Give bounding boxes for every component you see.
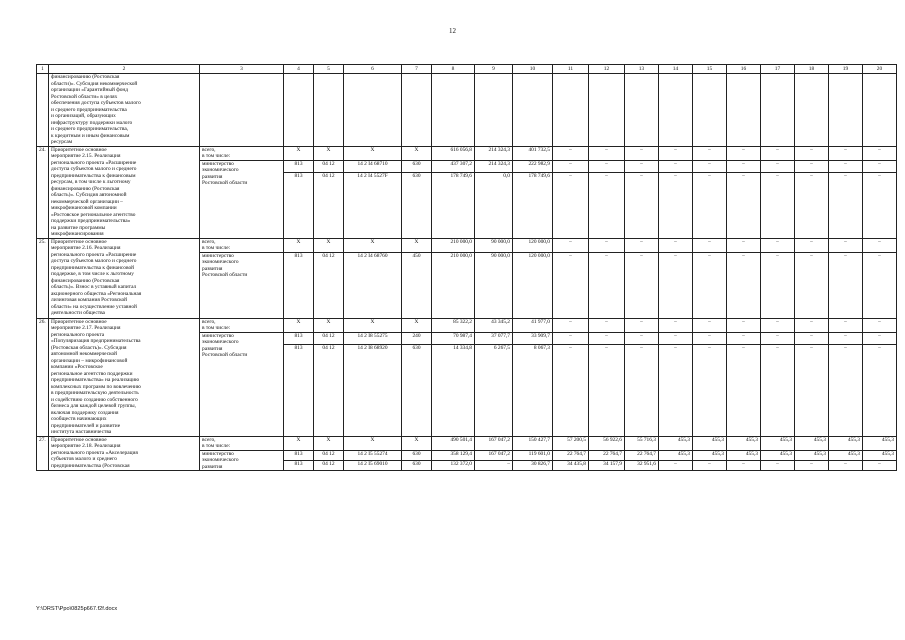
total-amount: 616 056,8 (432, 146, 475, 160)
continuation-row (37, 74, 897, 147)
year-amount: 455,3 (693, 450, 727, 460)
column-header: 15 (693, 65, 727, 74)
gov-code: Х (284, 146, 314, 160)
year-amount: – (863, 146, 897, 160)
total-amount: 85 322,2 (432, 318, 475, 332)
year-amount: – (659, 172, 693, 238)
year-amount: 90 000,0 (475, 252, 513, 318)
executor-total: всего, в том числе: (200, 318, 284, 332)
year-amount: – (829, 318, 863, 332)
year-amount: 33 909,7 (513, 332, 553, 344)
year-amount: – (659, 238, 693, 252)
year-amount: – (589, 318, 625, 332)
total-amount: 178 749,6 (432, 172, 475, 238)
year-amount: – (795, 344, 829, 436)
empty-cell (402, 74, 432, 147)
year-amount: 30 826,7 (513, 460, 553, 470)
year-amount: – (589, 238, 625, 252)
year-amount: – (693, 172, 727, 238)
year-amount: 214 324,3 (475, 146, 513, 160)
gov-code: Х (284, 436, 314, 450)
year-amount: – (625, 160, 659, 172)
year-amount: – (795, 238, 829, 252)
year-amount: – (589, 344, 625, 436)
empty-cell (625, 74, 659, 147)
year-amount: 8 067,3 (513, 344, 553, 436)
column-header: 10 (513, 65, 553, 74)
gov-code: 813 (284, 160, 314, 172)
empty-cell (314, 74, 344, 147)
year-amount: – (863, 460, 897, 470)
empty-cell (344, 74, 402, 147)
year-amount: – (659, 160, 693, 172)
gov-code: 813 (284, 172, 314, 238)
year-amount: 90 000,0 (475, 238, 513, 252)
section-code: 04 12 (314, 344, 344, 436)
year-amount: – (589, 332, 625, 344)
year-amount: 167 047,2 (475, 450, 513, 460)
year-amount: 455,3 (659, 450, 693, 460)
total-amount: 14 334,8 (432, 344, 475, 436)
column-header: 20 (863, 65, 897, 74)
total-amount: 132 372,0 (432, 460, 475, 470)
year-amount: 455,3 (795, 436, 829, 450)
year-amount: – (727, 238, 761, 252)
year-amount: 34 435,8 (553, 460, 589, 470)
target-code: 14 2 I5 55274 (344, 450, 402, 460)
year-amount: – (693, 344, 727, 436)
year-amount: – (761, 460, 795, 470)
year-amount: – (659, 318, 693, 332)
year-amount: – (829, 172, 863, 238)
section-code: 04 12 (314, 460, 344, 470)
year-amount: 455,3 (727, 450, 761, 460)
row-number: 25. (37, 238, 49, 318)
section-code: Х (314, 436, 344, 450)
column-header: 2 (49, 65, 200, 74)
empty-cell (432, 74, 475, 147)
year-amount: – (795, 460, 829, 470)
expense-type-code: Х (402, 436, 432, 450)
row-number (37, 74, 49, 147)
year-amount: – (553, 160, 589, 172)
year-amount: – (761, 318, 795, 332)
measure-name: Приоритетное основное мероприятие 2.18. Реализация регионального проекта «Акселерация субъектов малого и среднего предпринимательства (Ростовская (49, 436, 200, 471)
column-header: 6 (344, 65, 402, 74)
year-amount: 37 077,7 (475, 332, 513, 344)
expense-type-code: 630 (402, 450, 432, 460)
year-amount: – (863, 172, 897, 238)
column-header: 18 (795, 65, 829, 74)
year-amount: – (727, 172, 761, 238)
year-amount: – (659, 332, 693, 344)
expense-type-code: Х (402, 146, 432, 160)
year-amount: – (553, 332, 589, 344)
file-path-footer: Y:\ORST\Ppo\0825p667.f2f.docx (36, 606, 118, 612)
year-amount: – (863, 252, 897, 318)
target-code: Х (344, 318, 402, 332)
gov-code: Х (284, 238, 314, 252)
target-code: 14 2 I4 68710 (344, 160, 402, 172)
year-amount: – (795, 172, 829, 238)
column-header: 11 (553, 65, 589, 74)
year-amount: – (829, 332, 863, 344)
year-amount: – (589, 160, 625, 172)
expense-type-code: 630 (402, 344, 432, 436)
gov-code: 813 (284, 252, 314, 318)
year-amount: – (761, 252, 795, 318)
total-amount: 490 501,4 (432, 436, 475, 450)
expense-type-code: 450 (402, 252, 432, 318)
year-amount: 57 200,5 (553, 436, 589, 450)
executor-total: всего, в том числе: (200, 238, 284, 252)
empty-cell (693, 74, 727, 147)
year-amount: – (761, 172, 795, 238)
year-amount: 22 764,7 (553, 450, 589, 460)
total-amount: 358 129,4 (432, 450, 475, 460)
year-amount: 6 267,5 (475, 344, 513, 436)
year-amount: – (727, 160, 761, 172)
column-header: 8 (432, 65, 475, 74)
section-code: Х (314, 146, 344, 160)
empty-cell (553, 74, 589, 147)
empty-cell (829, 74, 863, 147)
year-amount: – (761, 332, 795, 344)
year-amount: 455,3 (863, 450, 897, 460)
year-amount: – (553, 318, 589, 332)
target-code: 14 2 I4 5527F (344, 172, 402, 238)
year-amount: – (553, 172, 589, 238)
empty-cell (589, 74, 625, 147)
year-amount: – (761, 344, 795, 436)
year-amount: 32 951,6 (625, 460, 659, 470)
column-header: 4 (284, 65, 314, 74)
empty-cell (761, 74, 795, 147)
year-amount: – (863, 344, 897, 436)
year-amount: – (829, 460, 863, 470)
year-amount: – (727, 460, 761, 470)
year-amount: – (795, 332, 829, 344)
target-code: 14 2 I8 68920 (344, 344, 402, 436)
year-amount: – (727, 146, 761, 160)
year-amount: 455,3 (727, 436, 761, 450)
year-amount: – (795, 160, 829, 172)
section-code: Х (314, 238, 344, 252)
year-amount: 43 345,2 (475, 318, 513, 332)
year-amount: 401 732,5 (513, 146, 553, 160)
executor-total: всего, в том числе: (200, 146, 284, 160)
gov-code: 813 (284, 450, 314, 460)
total-amount: 210 000,0 (432, 252, 475, 318)
row-number: 24. (37, 146, 49, 238)
measure-name: Приоритетное основное мероприятие 2.17. Реализация регионального проекта «Популяризация предпринимательства (Ростовская область)». Субсидия автономной некоммерческой организации – микрофинансовой компании «Ростовское региональное агентство поддержки предпринимательства» на реализацию комплексных программ по вовлечению в предпринимательскую деятельность и содействию созданию собственного бизнеса для каждой целевой группы, включая поддержку создания сообществ начинающих предпринимателей и развитие института наставничества (49, 318, 200, 436)
expense-type-code: 630 (402, 160, 432, 172)
section-code: 04 12 (314, 450, 344, 460)
year-amount: 214 324,3 (475, 160, 513, 172)
empty-cell (863, 74, 897, 147)
gov-code: Х (284, 318, 314, 332)
year-amount: 455,3 (659, 436, 693, 450)
empty-cell (284, 74, 314, 147)
year-amount: – (693, 146, 727, 160)
year-amount: – (693, 318, 727, 332)
gov-code: 813 (284, 332, 314, 344)
section-code: 04 12 (314, 160, 344, 172)
row-number: 27. (37, 436, 49, 471)
measure-name: Приоритетное основное мероприятие 2.16. Реализация регионального проекта «Расширение доступа субъектов малого и среднего предпринимательства к финансовой поддержке, в том числе к льготному финансированию (Ростовская область)». Взнос в уставный капитал акционерного общества «Региональная лизинговая компания Ростовской области» на осуществление уставной деятельности общества (49, 238, 200, 318)
year-amount: – (589, 252, 625, 318)
year-amount: – (553, 252, 589, 318)
section-code: 04 12 (314, 172, 344, 238)
year-amount: – (829, 146, 863, 160)
year-amount: 22 764,7 (589, 450, 625, 460)
target-code: 14 2 I4 68760 (344, 252, 402, 318)
target-code: Х (344, 146, 402, 160)
column-header: 1 (37, 65, 49, 74)
column-header: 5 (314, 65, 344, 74)
year-amount: 178 749,6 (513, 172, 553, 238)
measure-name: Приоритетное основное мероприятие 2.15. Реализация регионального проекта «Расширение доступа субъектов малого и среднего предпринимательства к финансовым ресурсам, в том числе к льготному финансированию (Ростовская область)». Субсидия автономной некоммерческой организации – микрофинансовой компании «Ростовское региональное агентство поддержки предпринимательства» на развитие программы микрофинансирования (49, 146, 200, 238)
year-amount: 119 601,0 (513, 450, 553, 460)
year-amount: – (829, 252, 863, 318)
year-amount: – (863, 238, 897, 252)
total-amount: 70 987,4 (432, 332, 475, 344)
year-amount: – (625, 318, 659, 332)
column-number-row (37, 65, 897, 74)
column-header: 16 (727, 65, 761, 74)
year-amount: – (693, 332, 727, 344)
expense-type-code: Х (402, 318, 432, 332)
year-amount: – (727, 332, 761, 344)
table-row (37, 238, 897, 252)
year-amount: – (553, 146, 589, 160)
year-amount: – (659, 146, 693, 160)
year-amount: – (727, 344, 761, 436)
year-amount: 41 977,0 (513, 318, 553, 332)
measure-name: финансированию (Ростовская области)». Субсидия некоммерческой организации «Гарантийный фонд Ростовской области» в целях обеспечения доступа субъектов малого и среднего предпринимательства и организаций, образующих инфраструктуру поддержки малого и среднего предпринимательства, к кредитным и иным финансовым ресурсам (49, 74, 200, 147)
year-amount: 34 157,9 (589, 460, 625, 470)
year-amount: 455,3 (829, 450, 863, 460)
row-number: 26. (37, 318, 49, 436)
year-amount: – (795, 252, 829, 318)
year-amount: 455,3 (795, 450, 829, 460)
executor: министерство экономического развития (200, 450, 284, 471)
year-amount: – (659, 252, 693, 318)
year-amount: 455,3 (829, 436, 863, 450)
column-header: 14 (659, 65, 693, 74)
year-amount: – (625, 238, 659, 252)
expense-type-code: 630 (402, 460, 432, 470)
executor: министерство экономического развития Ростовской области (200, 252, 284, 318)
year-amount: 55 716,3 (625, 436, 659, 450)
year-amount: – (693, 160, 727, 172)
section-code: 04 12 (314, 252, 344, 318)
year-amount: – (589, 146, 625, 160)
empty-cell (475, 74, 513, 147)
program-table (36, 64, 897, 471)
gov-code: 813 (284, 460, 314, 470)
year-amount: – (625, 344, 659, 436)
total-amount: 210 000,0 (432, 238, 475, 252)
empty-cell (659, 74, 693, 147)
year-amount: 120 000,0 (513, 252, 553, 318)
column-header: 13 (625, 65, 659, 74)
target-code: Х (344, 238, 402, 252)
year-amount: 455,3 (761, 450, 795, 460)
target-code: Х (344, 436, 402, 450)
year-amount: – (553, 238, 589, 252)
year-amount: – (659, 344, 693, 436)
year-amount: – (727, 252, 761, 318)
column-header: 19 (829, 65, 863, 74)
year-amount: – (693, 238, 727, 252)
section-code: 04 12 (314, 332, 344, 344)
table-row (37, 436, 897, 450)
expense-type-code: 630 (402, 172, 432, 238)
table-row (37, 318, 897, 332)
year-amount: – (829, 238, 863, 252)
year-amount: – (761, 146, 795, 160)
target-code: 14 2 I5 69010 (344, 460, 402, 470)
expense-type-code: Х (402, 238, 432, 252)
year-amount: 120 000,0 (513, 238, 553, 252)
year-amount: 455,3 (761, 436, 795, 450)
year-amount: 0,0 (475, 172, 513, 238)
empty-cell (200, 74, 284, 147)
year-amount: – (693, 460, 727, 470)
empty-cell (795, 74, 829, 147)
year-amount: – (727, 318, 761, 332)
table-row (37, 146, 897, 160)
year-amount: 222 982,9 (513, 160, 553, 172)
column-header: 12 (589, 65, 625, 74)
year-amount: – (761, 160, 795, 172)
gov-code: 813 (284, 344, 314, 436)
year-amount: 56 922,6 (589, 436, 625, 450)
year-amount: – (693, 252, 727, 318)
column-header: 3 (200, 65, 284, 74)
year-amount: – (863, 318, 897, 332)
year-amount: – (625, 332, 659, 344)
column-header: 9 (475, 65, 513, 74)
expense-type-code: 240 (402, 332, 432, 344)
year-amount: – (589, 172, 625, 238)
executor-total: всего, в том числе: (200, 436, 284, 450)
year-amount: – (625, 172, 659, 238)
page-number: 12 (449, 27, 456, 35)
year-amount: – (659, 460, 693, 470)
year-amount: 22 764,7 (625, 450, 659, 460)
year-amount: – (863, 160, 897, 172)
year-amount: – (625, 252, 659, 318)
executor: министерство экономического развития Ростовской области (200, 332, 284, 436)
year-amount: – (625, 146, 659, 160)
target-code: 14 2 I8 55275 (344, 332, 402, 344)
executor: министерство экономического развития Ростовской области (200, 160, 284, 238)
year-amount: 167 047,2 (475, 436, 513, 450)
year-amount: – (553, 344, 589, 436)
empty-cell (513, 74, 553, 147)
section-code: Х (314, 318, 344, 332)
total-amount: 437 307,2 (432, 160, 475, 172)
year-amount: – (761, 238, 795, 252)
year-amount: 455,3 (693, 436, 727, 450)
year-amount: – (829, 344, 863, 436)
column-header: 7 (402, 65, 432, 74)
column-header: 17 (761, 65, 795, 74)
empty-cell (727, 74, 761, 147)
year-amount: – (795, 318, 829, 332)
year-amount: – (863, 332, 897, 344)
year-amount: – (475, 460, 513, 470)
year-amount: 150 427,7 (513, 436, 553, 450)
year-amount: – (795, 146, 829, 160)
year-amount: 455,3 (863, 436, 897, 450)
year-amount: – (829, 160, 863, 172)
